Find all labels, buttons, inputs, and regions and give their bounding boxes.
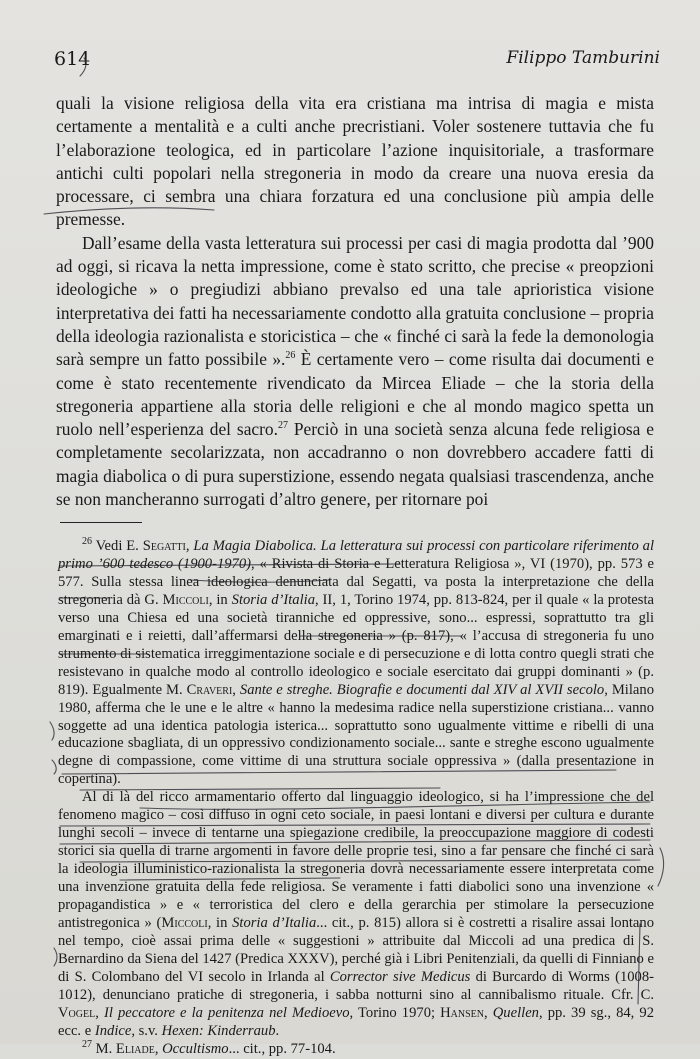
page-number: 614 [54, 48, 91, 70]
text-run: , II, 1, Torino 1974, pp. 813-824, per il quale « la protesta verso una Chiesa ed una società tiranniche ed oppressive, sono... espressi, soprattutto tra gli emarginati e i reietti, dall’affermarsi della stregoneria » (p. 817), « l’accusa di stregoneria fu uno strumento di sistematica irreggimentazione sociale e di persecuzione e di lotta contro quegli strati che resistevano in qualche modo al controllo ideologico e sociale esercitato dai gruppi dominanti » (p. 819). Egualmente M. [58, 591, 654, 698]
body-paragraph [56, 232, 654, 512]
text-run: , « Rivista di Storia e Letteratura Religiosa », VI (1970), pp. 573 e 577. Sulla stessa linea ideologica denunciata dal Segatti, va posta la interpretazione che della stregoneria dà G. [58, 555, 654, 608]
text-run: , [484, 1004, 493, 1021]
text-run: , [95, 1004, 104, 1021]
text-run: La Magia Diabolica. La letteratura sui processi con particolare riferimento al primo ’600 tedesco (1900-1970) [58, 538, 655, 572]
footnotes [58, 538, 654, 1059]
text-run: , pp. 39 sg., 84, 92 ecc. e [58, 1004, 655, 1039]
note-reference: 27 [82, 1038, 92, 1050]
margin-tick-mark [52, 760, 56, 774]
margin-tick-mark [54, 948, 57, 966]
text-run: Quellen [492, 1004, 539, 1021]
text-run: Hansen [440, 1004, 485, 1021]
text-run: , [185, 538, 194, 554]
text-run: Vedi E. [92, 538, 143, 554]
body-paragraph [56, 92, 654, 232]
footnote-paragraph [58, 789, 654, 1040]
text-run: Il peccatore e la penitenza nel Medioevo [103, 1004, 350, 1021]
text-run: Sante e streghe. Biografie e documenti dal XIV al XVII secolo [239, 681, 605, 698]
text-run: Al di là del ricco armamentario offerto dal linguaggio ideologico, si ha l’impressione che del fenomeno magico – così diffuso in ogni ceto sociale, in paesi lontani e diversi per cultura e durante lunghi secoli – invece di tentarne una spiegazione credibile, la preoccupazione maggiore di codesti storici sia quella di trarne argomenti in favore delle proprie tesi, sino a far pensare che finché ci sarà la ideologia illuministico-razionalista la stregoneria dovrà necessariamente essere interpretata come una invenzione gratuita della fede religiosa. Se veramente i fatti diabolici sono una invenzione « propagandistica » e « terroristica del clero e della gerarchia per stimolare la persecuzione antistregonica » ( [58, 789, 654, 932]
text-run: Indice [94, 1022, 132, 1039]
text-run: , s.v. [131, 1022, 162, 1039]
text-run: Craveri [186, 681, 233, 698]
footnote-paragraph [58, 538, 654, 789]
footnote-paragraph [58, 1038, 654, 1059]
text-run: Miccoli [162, 591, 209, 608]
text-run: Vogel [58, 1004, 96, 1021]
note-reference: 26 [82, 536, 92, 548]
page-header [54, 48, 660, 72]
text-run: Hexen: Kinderraub [161, 1022, 276, 1039]
text-run: Dall’esame della vasta letteratura sui processi per casi di magia prodotta dal ’900 ad oggi, si ricava la netta impressione, come è stato scritto, che precise « preopzioni ideologiche » o pregiudizi abbiano prevalso ed una tale aprioristica visione interpretativa dei fatti ha necessariamente condotto alla gratuita conclusione – propria della ideologia razionalista e storicistica – che « finché ci sarà la fede la demonologia sarà sempre un fatto possibile ». [56, 232, 654, 370]
text-run: , Milano 1980, afferma che le une e le altre « hanno la medesima radice nella superstizione cristiana... vanno soggette ad una identica patologia isterica... soprattutto sono ugualmente vittime e ribelli di una educazione sbagliata, di un oppressivo condizionamento sociale... sante e streghe escono ugualmente degne di compassione, come vittime di una struttura sociale oppressiva » (dalla presentazione in copertina). [58, 681, 654, 788]
text-run: Eliade [115, 1040, 155, 1057]
margin-tick-mark [50, 722, 54, 740]
text-run: quali la visione religiosa della vita era cristiana ma intrisa di magia e mista certamente a mentalità e a culti anche precristiani. Voler sostenere tuttavia che fu l’elaborazione teologica, ed in particolare l’azione inquisitoriale, a trasformare antichi culti popolari nella stregoneria in modo da creare una nuova eresia da processare, ci sembra una chiara forzatura ed una conclusione più ampia delle premesse. [56, 93, 654, 230]
text-run: di Burcardo di Worms (1008-1012), denunciano pratiche di stregoneria, i sabba notturni sino al cannibalismo rituale. Cfr. C. [58, 968, 654, 1003]
text-run: , [154, 1040, 163, 1057]
text-run: Segatti [142, 538, 186, 554]
margin-bracket-mark [658, 848, 664, 886]
text-run: Storia d’Italia [232, 915, 317, 932]
text-run: ... cit., p. 815) allora si è costretti a risalire assai lontano nel tempo, cioè assai prima delle « suggestioni » attribuite dal Miccoli ad una predica di S. Bernardino da Siena del 1427 (Predica XXXV), perché già i Libri Penitenziali, da quelli di Finniano e di S. Colombano del VI secolo in Irlanda al [58, 915, 654, 985]
text-run: Miccoli [161, 915, 208, 932]
text-run: Corrector sive Medicus [329, 968, 471, 985]
note-reference: 27 [277, 420, 288, 432]
text-run: . [275, 1022, 280, 1039]
text-run: ... cit., pp. 77-104. [228, 1040, 336, 1057]
running-head: Filippo Tamburini [506, 48, 660, 68]
text-run: , in [207, 915, 233, 932]
text-run: Occultismo [162, 1040, 229, 1057]
main-text [56, 92, 654, 511]
text-run: M. [92, 1040, 116, 1057]
text-run: , in [208, 591, 232, 608]
text-run: Storia d’Italia [231, 591, 315, 608]
text-run: È certamente vero – come risulta dai documenti e come è stato recentemente rivendicato da Mircea Eliade – che la storia della stregoneria appartiene alla storia delle religioni e che al mondo magico spetta un ruolo nell’esperienza del sacro. [56, 349, 654, 440]
footnote-separator [60, 522, 142, 523]
text-run: , [232, 681, 240, 698]
note-reference: 26 [285, 350, 296, 362]
text-run: , Torino 1970; [349, 1004, 441, 1021]
text-run: Perciò in una società senza alcuna fede religiosa e completamente secolarizzata, non accadranno o non dovrebbero accadere fatti di magia diabolica o di pura superstizione, essendo negata qualsiasi trascendenza, anche se non mancheranno surrogati d’altro genere, per ritornare poi [56, 419, 655, 510]
